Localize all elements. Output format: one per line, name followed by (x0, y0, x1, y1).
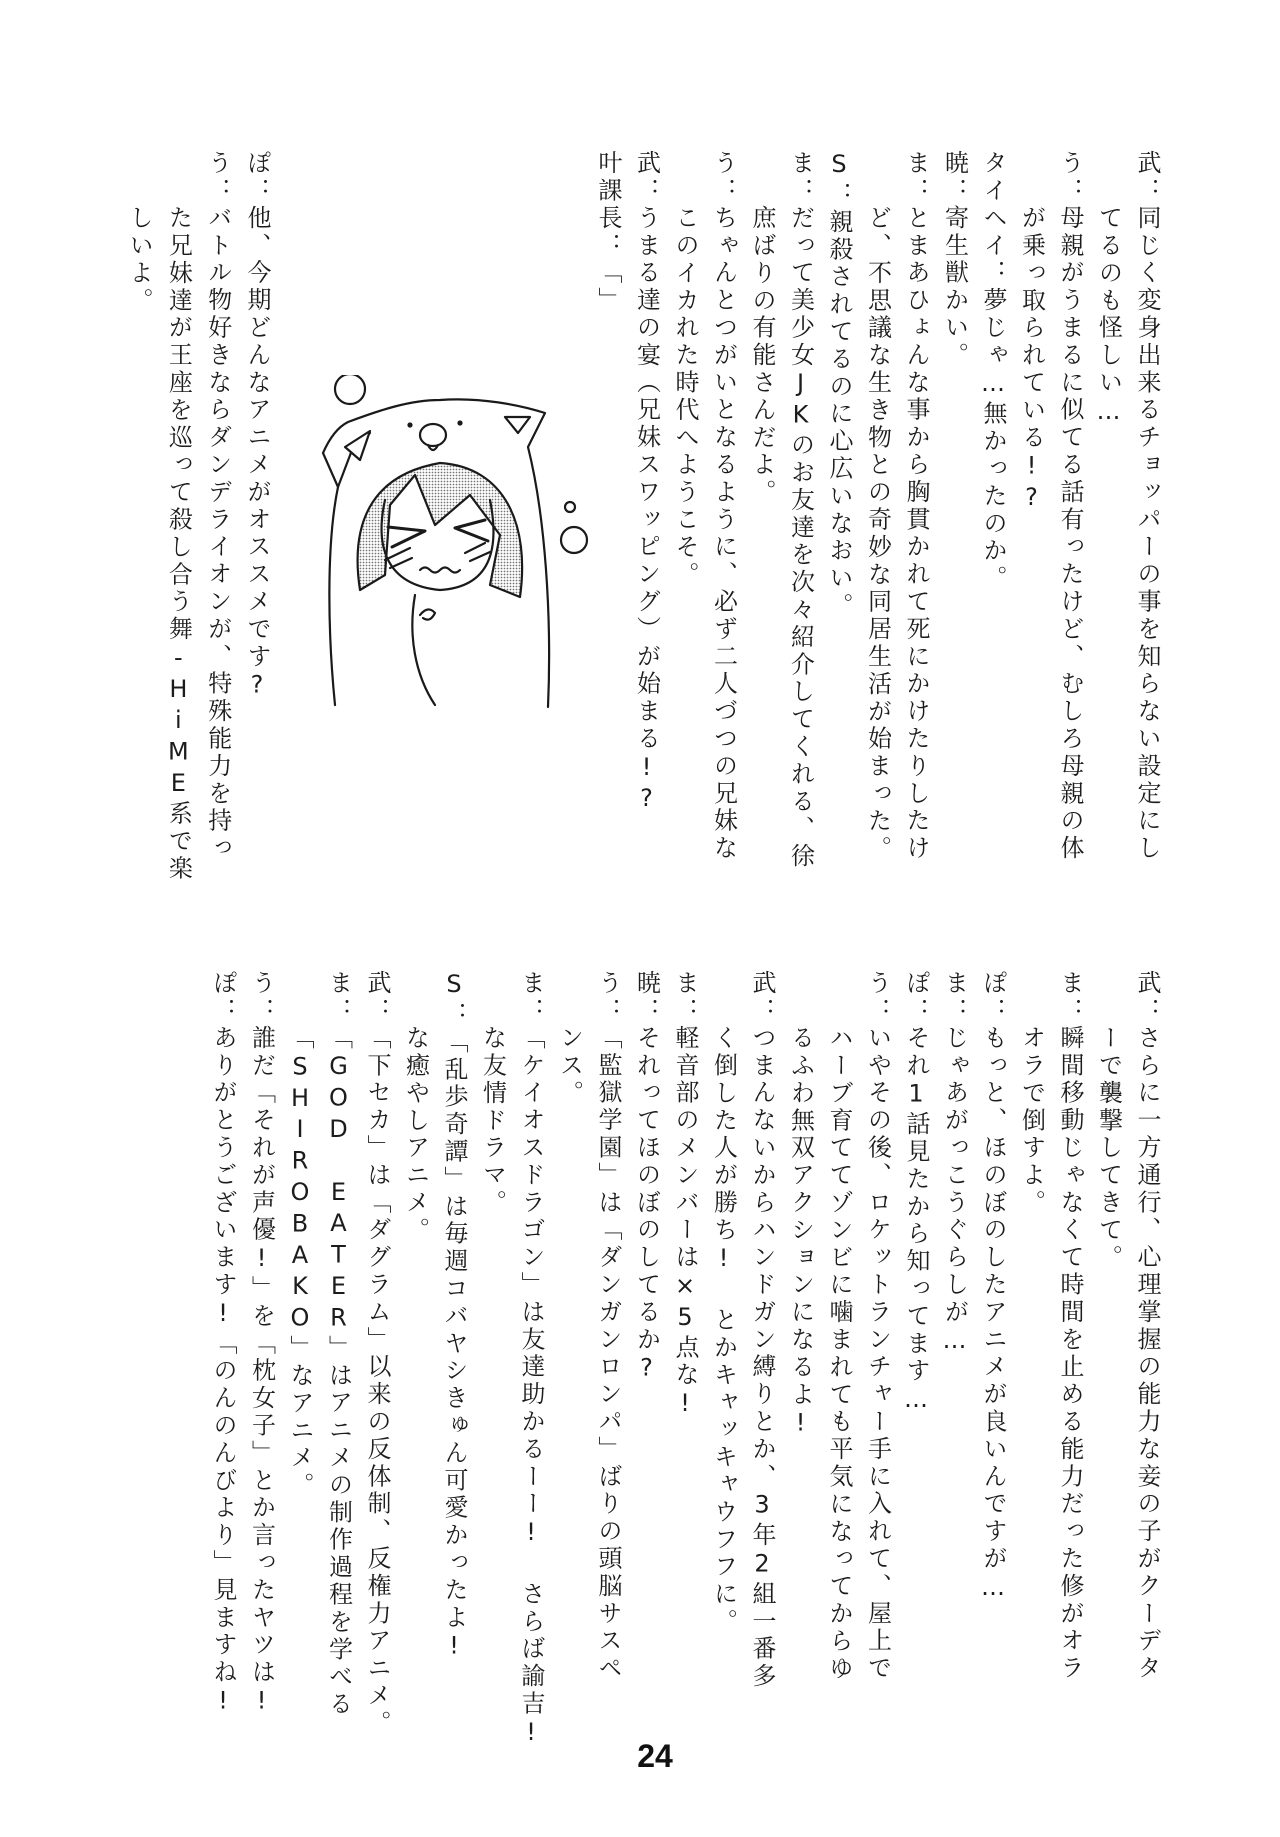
speaker-separator: ： (940, 997, 969, 1025)
speaker-name: ま (671, 970, 699, 998)
hood-nose (420, 424, 446, 446)
speaker-name: S (440, 970, 468, 1002)
dialogue-line (324, 970, 354, 1718)
eye-left (388, 527, 425, 547)
speaker-separator: ： (517, 997, 545, 1025)
speaker-separator: ： (940, 177, 969, 205)
dialogue-text: 寄生獣かい。 (940, 204, 969, 370)
speaker-name: ま (1056, 970, 1084, 998)
dialogue-line (978, 150, 1008, 592)
speaker-name: う (594, 970, 622, 998)
dialogue-text: 母親がうまるに似てる話有ったけど、むしろ母親の体 (1056, 204, 1084, 863)
dialogue-text: それってほのぼのしてるか? (632, 1024, 661, 1386)
dialogue-line (747, 970, 777, 1690)
speaker-separator: ： (632, 997, 661, 1025)
dialogue-line-continuation (747, 205, 777, 506)
page-number: 24 (637, 1738, 673, 1774)
dialogue-text: じゃあがっこうぐらしが… (940, 1024, 969, 1358)
dialogue-line (439, 970, 469, 1663)
dialogue-text: ンス。 (555, 1024, 584, 1107)
speaker-name: ぽ (209, 970, 237, 998)
dialogue-line-continuation (709, 1025, 739, 1636)
dialogue-line (1055, 150, 1085, 862)
thought-bubble-medium (561, 527, 587, 553)
dialogue-line (709, 150, 739, 862)
dialogue-text: な癒やしアニメ。 (401, 1024, 430, 1244)
dialogue-line-continuation (863, 205, 893, 863)
speaker-name: 武 (1133, 150, 1161, 178)
speaker-separator: ： (243, 177, 271, 205)
thought-bubble-large (335, 375, 365, 404)
speaker-name: S (825, 150, 853, 182)
speaker-separator: ： (863, 997, 892, 1025)
dialogue-line (940, 150, 970, 369)
dialogue-line (203, 150, 233, 862)
speaker-separator: ： (324, 997, 353, 1025)
dialogue-text: ハーブ育ててゾンビに噛まれても平気になってからゆ (825, 1024, 853, 1683)
speaker-separator: ： (363, 997, 391, 1025)
dialogue-text: ーで襲撃してきて。 (1094, 1024, 1123, 1272)
dialogue-text: ありがとうございます!「のんのんびより」見ますね! (209, 1024, 237, 1718)
speaker-name: ぽ (902, 970, 930, 998)
speaker-separator: ： (594, 232, 622, 260)
dialogue-text: 夢じゃ…無かったのか。 (979, 287, 1007, 593)
speaker-separator: ： (979, 259, 1007, 288)
dialogue-text: が乗っ取られている!? (1017, 204, 1046, 515)
dialogue-text: バトル物好きならダンデライオンが、特殊能力を持っ (203, 204, 232, 863)
dialogue-line-continuation (1017, 1025, 1047, 1217)
dialogue-text: 親殺されてるのに心広いなおい。 (825, 208, 853, 620)
dialogue-text: さらに一方通行、心理掌握の能力な妾の子がクーデタ (1133, 1024, 1161, 1683)
speaker-name: 暁 (940, 150, 969, 178)
speaker-separator: ： (594, 997, 622, 1025)
speaker-separator: ： (1133, 997, 1161, 1025)
dialogue-line (516, 970, 546, 1749)
dialogue-text: 同じく変身出来るチョッパーの事を知らない設定にし (1133, 204, 1161, 863)
dialogue-text: いやその後、ロケットランチャー手に入れて、屋上で (863, 1024, 892, 1683)
dialogue-text: とまあひょんな事から胸貫かれて死にかけたりしたけ (902, 204, 930, 863)
dialogue-text: ちゃんとつがいとなるように、必ず二人づつの兄妹な (709, 204, 738, 863)
speaker-name: う (203, 150, 232, 178)
dialogue-text: るふわ無双アクションになるよ! (786, 1024, 815, 1440)
dialogue-line (1132, 150, 1162, 862)
dialogue-text: 「」 (594, 259, 622, 315)
hooded-chibi-illustration (290, 375, 590, 720)
dialogue-text: それ1話見たから知ってます… (902, 1024, 930, 1417)
dialogue-text: ど、不思議な生き物との奇妙な同居生活が始まった。 (863, 204, 892, 863)
dialogue-text: 誰だ「それが声優!」を「枕女子」とか言ったヤツは! (247, 1024, 276, 1718)
dialogue-line (901, 970, 931, 1416)
speaker-separator: ： (247, 997, 276, 1025)
dialogue-text: 「下セカ」は「ダグラム」以来の反体制、反権力アニメ。 (363, 1024, 391, 1738)
dialogue-line-continuation (786, 1025, 816, 1440)
dialogue-text: 「監獄学園」は「ダンガンロンパ」ばりの頭脳サスペ (594, 1024, 622, 1683)
dialogue-line-continuation (285, 1025, 315, 1499)
dialogue-line (208, 970, 238, 1718)
dialogue-text: な友情ドラマ。 (478, 1024, 507, 1217)
speaker-name: ぽ (243, 150, 271, 178)
dialogue-text: 「ケイオスドラゴン」は友達助かるーー! さらば諭吉! (517, 1024, 545, 1750)
speaker-name: ま (324, 970, 353, 998)
speaker-name: 武 (363, 970, 391, 998)
dialogue-text: 瞬間移動じゃなくて時間を止める能力だった修がオラ (1056, 1024, 1084, 1683)
speaker-name: 武 (748, 970, 776, 998)
dialogue-line-continuation (824, 1025, 854, 1683)
speaker-separator: ： (671, 997, 699, 1025)
eye-right (455, 520, 488, 541)
dialogue-line (901, 150, 931, 862)
dialogue-line-continuation (1017, 205, 1047, 514)
dialogue-line-continuation (124, 205, 154, 315)
speaker-name: ま (902, 150, 930, 178)
speaker-separator: ： (632, 177, 661, 205)
dialogue-line (1132, 970, 1162, 1682)
dialogue-text: オラで倒すよ。 (1017, 1024, 1046, 1217)
speaker-separator: ： (979, 997, 1007, 1025)
speaker-separator: ： (786, 177, 815, 205)
speaker-name: 叶課長 (594, 150, 622, 233)
dialogue-text: だって美少女JKのお友達を次々紹介してくれる、徐 (786, 204, 815, 871)
speaker-name: ま (517, 970, 545, 998)
dialogue-text: つまんないからハンドガン縛りとか、3年2組一番多 (748, 1024, 776, 1691)
speaker-separator: ： (1133, 177, 1161, 205)
dialogue-line (940, 970, 970, 1358)
dialogue-text: てるのも怪しい… (1094, 204, 1123, 428)
speaker-separator: ： (902, 997, 930, 1025)
speaker-name: う (247, 970, 276, 998)
dialogue-text: うまる達の宴（兄妹スワッピング）が始まる!? (632, 204, 661, 816)
dialogue-text: 「GOD EATER」はアニメの制作過程を学べる (324, 1024, 353, 1719)
dialogue-text: もっと、ほのぼのしたアニメが良いんですが… (979, 1024, 1007, 1605)
thought-bubble-small (565, 502, 575, 512)
speaker-name: う (863, 970, 892, 998)
speaker-separator: ： (440, 1001, 468, 1029)
dialogue-text: 庶ばりの有能さんだよ。 (748, 204, 776, 507)
dialogue-line-continuation (1094, 1025, 1124, 1272)
speaker-separator: ： (709, 177, 738, 205)
speaker-separator: ： (748, 997, 776, 1025)
speaker-separator: ： (1056, 997, 1084, 1025)
speaker-name: タイヘイ (979, 150, 1007, 260)
dialogue-text: 「SHIROBAKO」なアニメ。 (286, 1024, 314, 1500)
dialogue-text: 「乱歩奇譚」は毎週コバヤシきゅん可愛かったよ! (440, 1028, 468, 1664)
dialogue-line (863, 970, 893, 1682)
speaker-separator: ： (825, 181, 853, 209)
speaker-separator: ： (209, 997, 237, 1025)
dialogue-text: た兄妹達が王座を巡って殺し合う舞-HiME系で楽 (164, 204, 193, 883)
dialogue-line (593, 970, 623, 1682)
speaker-name: ま (940, 970, 969, 998)
dialogue-line-continuation (1094, 205, 1124, 428)
speaker-separator: ： (1056, 177, 1084, 205)
dialogue-line (247, 970, 277, 1718)
speaker-name: う (709, 150, 738, 178)
dialogue-line (632, 150, 662, 816)
dialogue-line (1055, 970, 1085, 1682)
speaker-name: ま (786, 150, 815, 178)
dialogue-line-continuation (670, 205, 700, 589)
mouth (420, 568, 460, 573)
dialogue-line-continuation (163, 205, 193, 883)
speaker-separator: ： (902, 177, 930, 205)
dialogue-line (670, 970, 700, 1420)
dialogue-line-continuation (555, 1025, 585, 1107)
dialogue-text: しいよ。 (125, 204, 154, 315)
dialogue-text: 他、今期どんなアニメがオススメです? (243, 204, 271, 703)
dialogue-text: 軽音部のメンバーは×5点な! (671, 1024, 699, 1421)
speaker-name: 武 (1133, 970, 1161, 998)
speaker-name: 暁 (632, 970, 661, 998)
dialogue-line-continuation (478, 1025, 508, 1217)
dialogue-line (632, 970, 662, 1385)
speaker-name: ぽ (979, 970, 1007, 998)
dialogue-line-continuation (401, 1025, 431, 1244)
speaker-separator: ： (203, 177, 232, 205)
dialogue-line (978, 970, 1008, 1604)
speaker-name: 武 (632, 150, 661, 178)
dialogue-line (824, 150, 854, 620)
dialogue-line (362, 970, 392, 1737)
dialogue-line (242, 150, 272, 702)
hood-right-ear-inner (505, 417, 530, 433)
dialogue-line (593, 150, 623, 314)
dialogue-text: このイカれた時代へようこそ。 (671, 204, 699, 589)
dialogue-line (786, 150, 816, 870)
speaker-name: う (1056, 150, 1084, 178)
dialogue-text: く倒した人が勝ち! とかキャッキャウフフに。 (709, 1024, 738, 1636)
